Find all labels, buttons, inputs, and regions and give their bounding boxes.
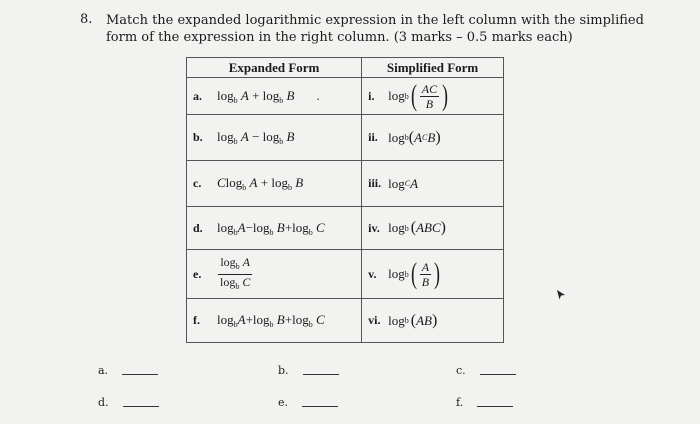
answer-b-blank[interactable] [303, 366, 339, 375]
answer-a: a. [98, 364, 158, 377]
answer-b: b. [278, 364, 339, 377]
simplified-iii: iii. log C A [368, 175, 419, 191]
answer-d: d. [98, 396, 159, 409]
answer-f: f. [456, 396, 513, 409]
simplified-ii: ii. log b ( A C B ) [368, 128, 441, 146]
header-simplified-form: Simplified Form [362, 58, 504, 78]
expanded-d: d. $\log_bA-\log_b$ $B+\log_b$ C [193, 219, 325, 237]
expanded-a: a. $\log_b A + \log_b B$ . [193, 87, 320, 105]
expanded-e: e. $\frac{\log_b A}{\log_b C}$ [193, 254, 251, 291]
simplified-v: v. log b ( $\frac{A}{B}$ ) [368, 257, 441, 290]
question-text: Match the expanded logarithmic expression in the left column with the simplified form of the expression in the right column. (3 marks – 0.5 marks each) [106, 13, 644, 45]
answer-c: c. [456, 364, 516, 377]
expanded-c: c. Clog$_b$ $A + \log_b B$ [193, 175, 304, 192]
answer-e-blank[interactable] [302, 398, 338, 407]
expanded-b: b. $\log_b A - \log_b B$ [193, 129, 295, 146]
header-expanded-form: Expanded Form [187, 58, 362, 78]
matching-table [186, 57, 504, 343]
answer-f-blank[interactable] [477, 398, 513, 407]
simplified-iv: iv. log b ( ABC ) [368, 219, 446, 236]
expanded-f: f. $\log_bA+\log_b$ $B+\log_b$ C [193, 312, 325, 329]
simplified-i: i. log b ( $\frac{AC}{B}$ ) [368, 79, 449, 112]
answer-d-blank[interactable] [123, 398, 159, 407]
answer-e: e. [278, 396, 338, 409]
answer-a-blank[interactable] [122, 366, 158, 375]
cursor-icon [556, 290, 566, 300]
simplified-vi: vi. log b ( AB ) [368, 311, 438, 329]
answer-c-blank[interactable] [480, 366, 516, 375]
question-number: 8. [80, 12, 93, 27]
